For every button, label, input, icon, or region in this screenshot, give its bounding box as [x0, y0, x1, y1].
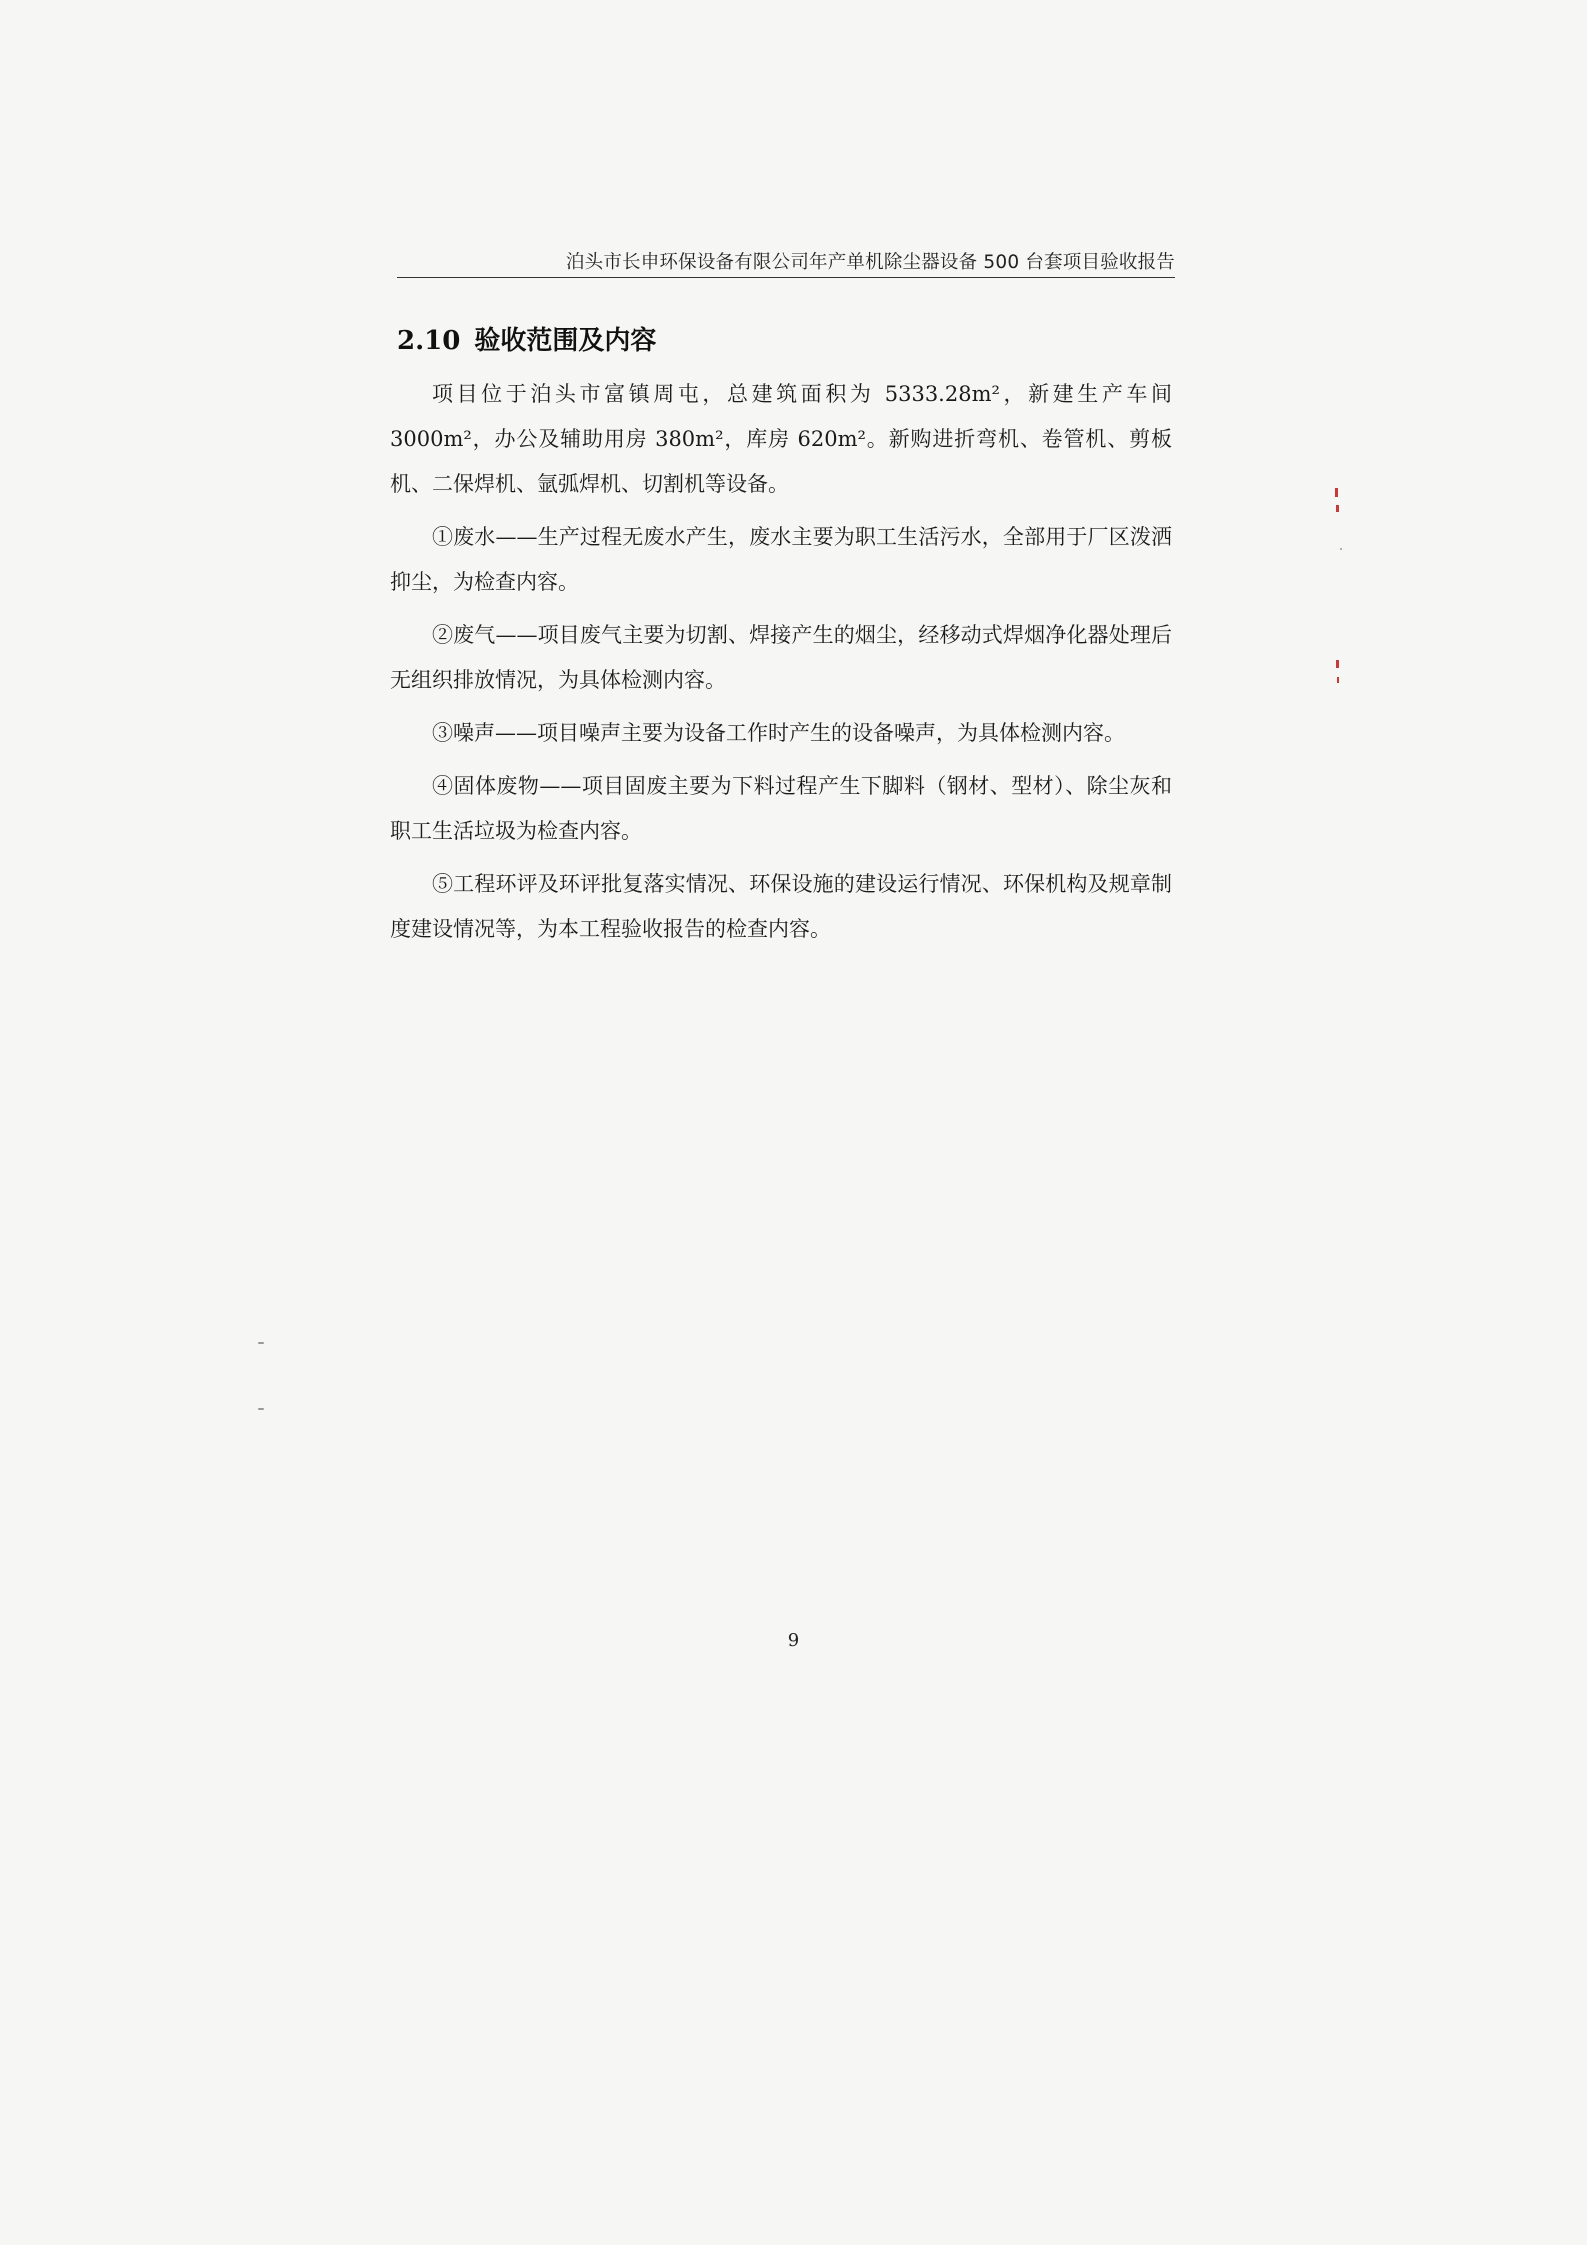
paragraph-exhaust-gas: ②废气——项目废气主要为切割、焊接产生的烟尘，经移动式焊烟净化器处理后无组织排放情况，为具体检测内容。	[390, 623, 1172, 692]
stamp-fragment	[1336, 505, 1339, 512]
running-header: 泊头市长申环保设备有限公司年产单机除尘器设备 500 台套项目验收报告	[565, 252, 1175, 273]
scan-speck	[1340, 548, 1342, 550]
paragraph-inspection-scope: ⑤工程环评及环评批复落实情况、环保设施的建设运行情况、环保机构及规章制度建设情况等，为本工程验收报告的检查内容。	[390, 872, 1172, 941]
header-rule	[397, 277, 1175, 278]
paragraph-wastewater: ①废水——生产过程无废水产生，废水主要为职工生活污水，全部用于厂区泼洒抑尘，为检查内容。	[390, 525, 1172, 594]
body-text	[390, 372, 1172, 960]
stamp-fragment	[1336, 660, 1339, 668]
paragraph-solid-waste: ④固体废物——项目固废主要为下料过程产生下脚料（钢材、型材）、除尘灰和职工生活垃圾为检查内容。	[390, 774, 1172, 843]
paragraph-noise: ③噪声——项目噪声主要为设备工作时产生的设备噪声，为具体检测内容。	[432, 721, 1125, 745]
paragraph-project-overview: 项目位于泊头市富镇周屯，总建筑面积为 5333.28m²，新建生产车间 3000m²，办公及辅助用房 380m²，库房 620m²。新购进折弯机、卷管机、剪板机、二保焊机、氩弧焊机、切割机等设备。	[390, 382, 1172, 496]
scan-speck	[258, 1342, 264, 1344]
stamp-fragment	[1337, 677, 1339, 683]
section-title: 验收范围及内容	[474, 326, 657, 356]
stamp-fragment	[1335, 488, 1338, 497]
page-number: 9	[787, 1630, 800, 1651]
section-number: 2.10	[397, 326, 461, 356]
section-heading	[397, 320, 656, 357]
scan-speck	[258, 1408, 264, 1410]
